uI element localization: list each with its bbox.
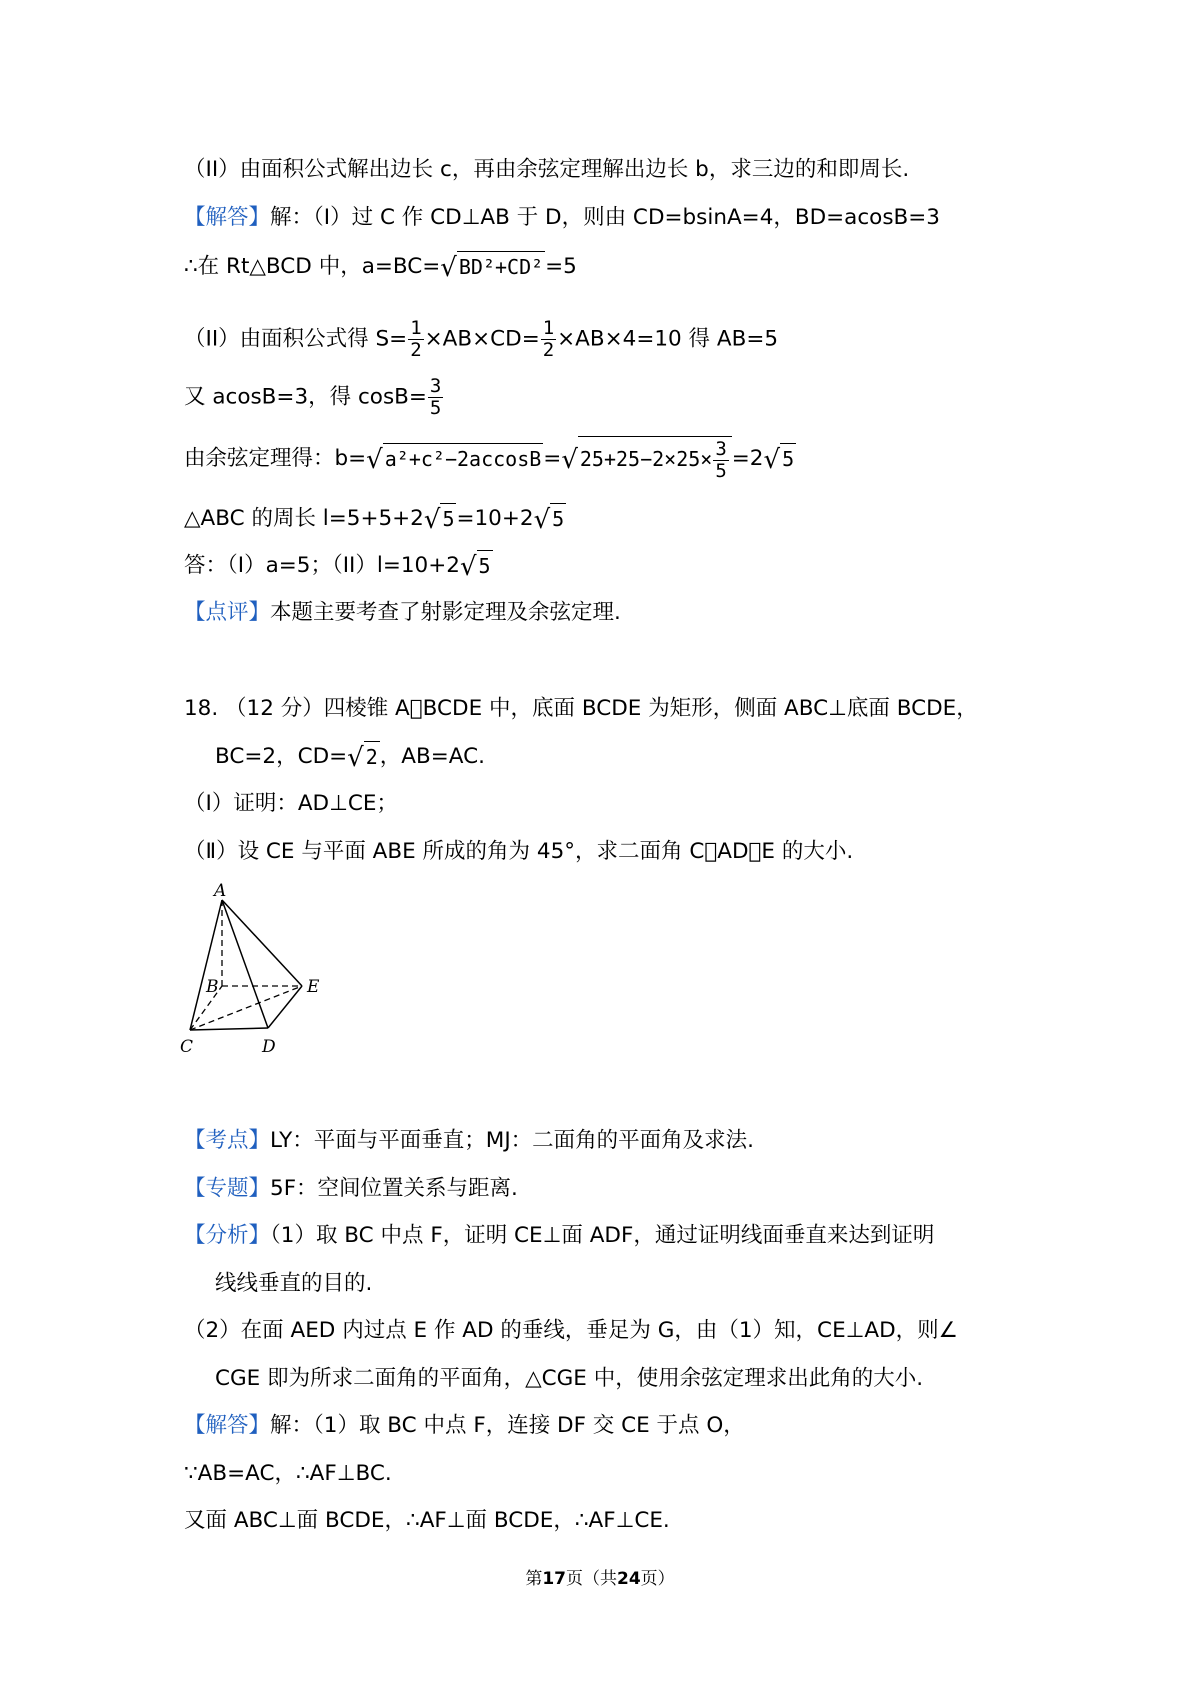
sqrt-expression: √ a²+c²−2accosB xyxy=(366,445,542,475)
question-18-line-1: 18. （12 分）四棱锥 A￾BCDE 中，底面 BCDE 为矩形，侧面 ABC⊥底面 BCDE， xyxy=(184,696,978,721)
vertex-label-d: D xyxy=(262,1037,276,1057)
solution-line-1: 【解答】解：（I）过 C 作 CD⊥AB 于 D，则由 CD=bsinA=4，BD=acosB=3 xyxy=(184,205,940,230)
vertex-label-c: C xyxy=(180,1037,194,1057)
fraction: $\frac{1}{2}$ xyxy=(410,317,422,361)
review-line: 【点评】本题主要考查了射影定理及余弦定理. xyxy=(184,600,621,625)
fraction: $\frac{3}{5}$ xyxy=(715,438,727,482)
sqrt-expression: √ BD²+CD² xyxy=(440,253,544,283)
question-18-part1: （Ⅰ）证明：AD⊥CE； xyxy=(184,791,398,816)
solution2-tag: 【解答】 xyxy=(184,1413,271,1438)
solution-line-4: 又 acosB=3，得 cosB= $\frac{3}{5}$ xyxy=(184,375,442,419)
solution2-line-3: 又面 ABC⊥面 BCDE，∴AF⊥面 BCDE，∴AF⊥CE. xyxy=(184,1508,670,1533)
question-18-line-2: BC=2，CD=√ 2，AB=AC. xyxy=(215,743,485,773)
fraction: $\frac{3}{5}$ xyxy=(429,375,442,419)
solution2-line-2: ∵AB=AC，∴AF⊥BC. xyxy=(184,1461,392,1486)
kaodian-line: 【考点】LY：平面与平面垂直；MJ：二面角的平面角及求法. xyxy=(184,1128,754,1153)
solution2-line-1: 【解答】解：（1）取 BC 中点 F，连接 DF 交 CE 于点 O， xyxy=(184,1413,745,1438)
pyramid-figure xyxy=(170,882,340,1057)
zhuanti-tag: 【专题】 xyxy=(184,1176,271,1201)
vertex-label-b: B xyxy=(206,977,219,997)
sqrt-expression: √ 5 xyxy=(533,505,565,535)
solution-tag: 【解答】 xyxy=(184,205,271,230)
total-pages: 24 xyxy=(617,1569,641,1589)
fraction: $\frac{1}{2}$ xyxy=(542,317,555,361)
sqrt-expression: √ 2 xyxy=(347,743,378,773)
solution-line-5: 由余弦定理得：b=√ a²+c²−2accosB=√ 25+25−2×25× $\frac{3}{5}$ =2√ 5 xyxy=(184,438,795,482)
kaodian-tag: 【考点】 xyxy=(184,1128,271,1153)
page-footer: 第17页（共24页） xyxy=(525,1569,675,1589)
analysis-part2-line: （II）由面积公式解出边长 c，再由余弦定理解出边长 b，求三边的和即周长. xyxy=(184,157,910,182)
sqrt-expression: √ 5 xyxy=(459,552,491,582)
fenxi-line-3: （2）在面 AED 内过点 E 作 AD 的垂线，垂足为 G，由（1）知，CE⊥AD，则∠ xyxy=(184,1318,958,1343)
zhuanti-line: 【专题】5F：空间位置关系与距离. xyxy=(184,1176,518,1201)
fenxi-line-1: 【分析】（1）取 BC 中点 F，证明 CE⊥面 ADF，通过证明线面垂直来达到证明 xyxy=(184,1223,935,1248)
sqrt-expression: √ 5 xyxy=(423,505,455,535)
sqrt-expression: √ 5 xyxy=(763,445,795,475)
fenxi-tag: 【分析】 xyxy=(184,1223,271,1248)
solution-line-2: ∴在 Rt△BCD 中，a=BC=√ BD²+CD²=5 xyxy=(184,253,577,283)
answer-line: 答：（I）a=5；（II）l=10+2√ 5 xyxy=(184,552,491,582)
solution-line-6: △ABC 的周长 l=5+5+2√ 5=10+2√ 5 xyxy=(184,505,565,535)
fenxi-line-4: CGE 即为所求二面角的平面角，△CGE 中，使用余弦定理求出此角的大小. xyxy=(215,1366,924,1391)
vertex-label-e: E xyxy=(307,977,320,997)
question-18-part2: （Ⅱ）设 CE 与平面 ABE 所成的角为 45°，求二面角 C￾AD￾E 的大小. xyxy=(184,839,854,864)
fenxi-line-2: 线线垂直的目的. xyxy=(215,1271,373,1296)
sqrt-expression: √ 25+25−2×25× $\frac{3}{5}$ xyxy=(561,436,731,482)
vertex-label-a: A xyxy=(214,882,227,901)
page-number: 17 xyxy=(542,1569,566,1589)
solution-line-3: （II）由面积公式得 S= $\frac{1}{2}$ ×AB×CD= $\frac{1}{2}$ ×AB×4=10 得 AB=5 xyxy=(184,317,779,361)
review-tag: 【点评】 xyxy=(184,600,271,625)
